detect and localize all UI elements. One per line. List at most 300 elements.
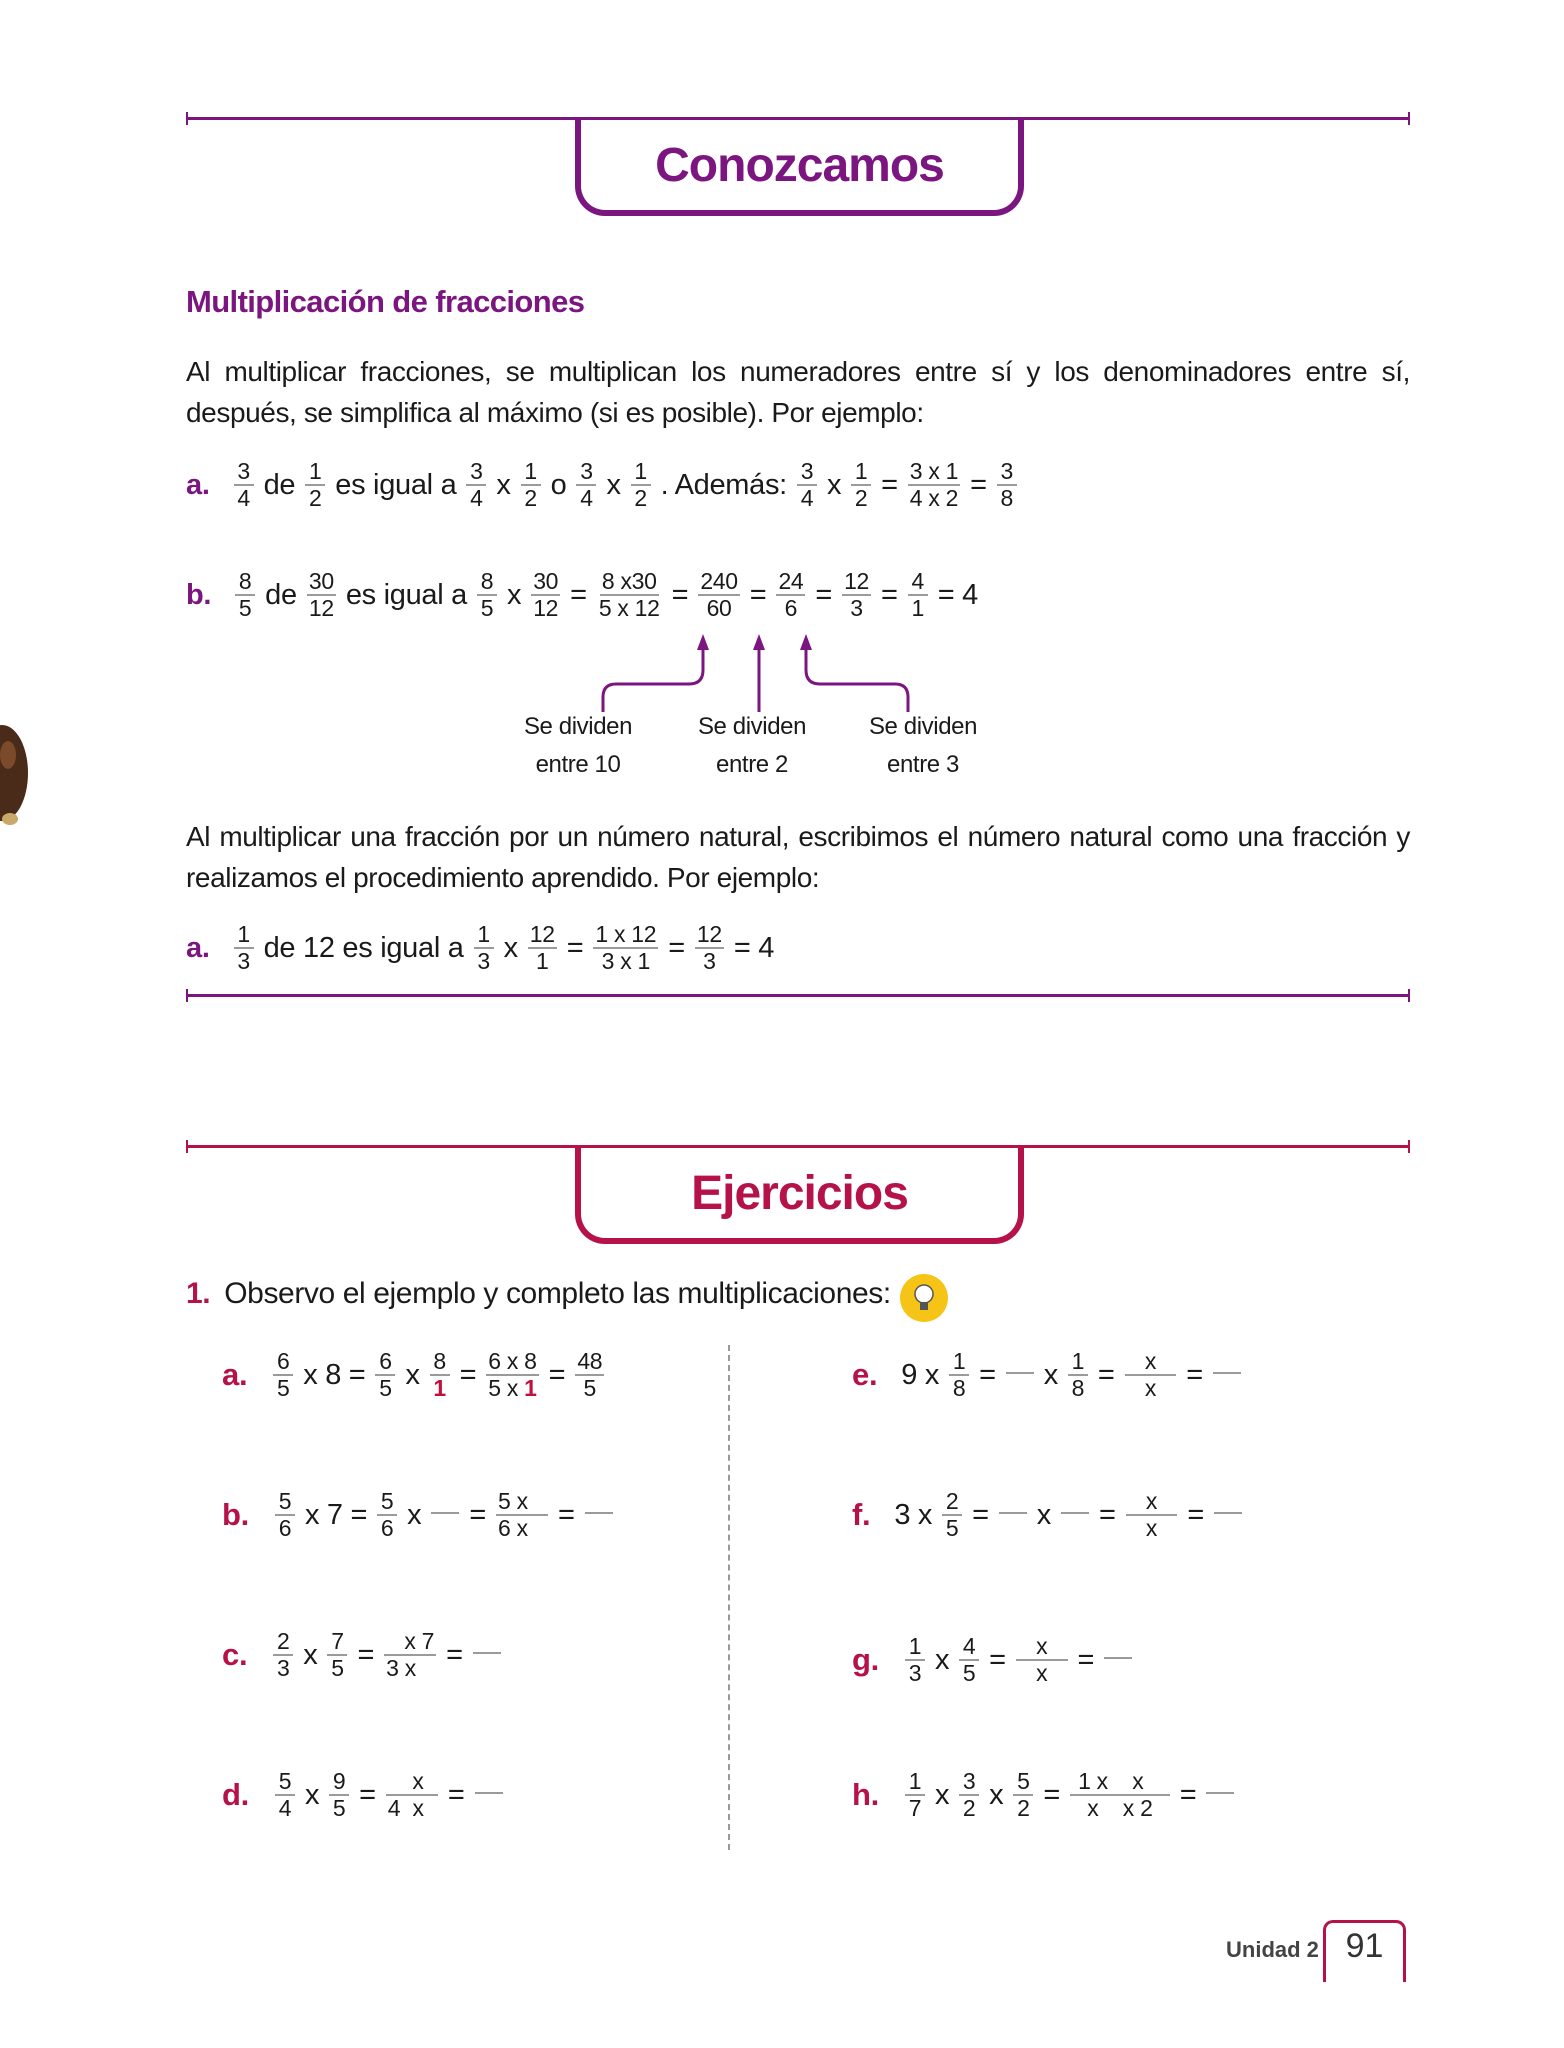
denominator-value: 1 [536,948,549,974]
note-divide-10 [503,708,653,784]
answer-blank [1214,1512,1242,1514]
denominator-value: 5 [331,1655,344,1681]
math-text: x 8 = [303,1358,366,1391]
fraction [1068,1349,1088,1401]
math-text: = [815,578,833,611]
instruction-text: Observo el ejemplo y completo las multiplicaciones: [224,1277,891,1310]
math-text: = [989,1643,1006,1676]
numerator: 8 x30 [601,568,657,594]
fraction [477,569,497,621]
math-text: = [979,1358,996,1391]
exercise-instruction [186,1277,891,1311]
denominator [597,596,662,621]
math-text: de [263,468,296,501]
denominator [479,596,496,621]
numerator: 4 [959,1634,979,1661]
math-text: = [970,468,987,501]
fraction [305,459,325,511]
fraction [1126,1489,1178,1541]
math-text: = [566,931,584,964]
numerator: 3 [576,459,596,486]
denominator [329,1656,346,1681]
math-text: de 12 es igual a [263,931,464,964]
denominator-value: 2 [634,485,647,511]
denominator-value: 5 [332,1795,346,1821]
denominator [961,1796,978,1821]
denominator [578,486,595,511]
math-text: es igual a [345,578,467,611]
fraction [466,459,486,511]
denominator [853,486,870,511]
exercise-d [222,1760,509,1830]
note-line: entre 3 [887,751,959,778]
denominator [907,1796,924,1821]
fraction [386,1769,438,1821]
denominator-value: 1 [911,595,924,621]
fraction [959,1769,979,1821]
math-text: = [1077,1643,1095,1676]
numerator: x [1017,1633,1066,1659]
item-label: a. [186,931,210,964]
denominator-value: 12 [533,595,559,621]
denominator-value: 5 [379,1375,392,1401]
math-text: x [304,1778,320,1811]
numerator: 1 [305,459,325,486]
numerator: x [1127,1488,1176,1514]
denominator-value: 2 [309,485,322,511]
item-label: c. [222,1637,248,1672]
exercise-g [852,1625,1138,1695]
denominator [475,949,492,974]
fraction [1125,1349,1177,1401]
note-divide-2 [677,708,827,784]
fraction [273,1629,293,1681]
denominator [275,1376,292,1401]
denominator-value: 3 [908,1660,922,1686]
answer-blank [1061,1512,1089,1514]
numerator: 2 [942,1489,962,1516]
numerator: x [1126,1348,1175,1374]
denominator-highlight: 1 [524,1375,537,1401]
denominator-value: 5 [583,1375,597,1401]
numerator: x [387,1768,436,1794]
denominator [783,596,800,621]
answer-blank [1104,1657,1132,1659]
math-text: = [459,1358,477,1391]
denominator [237,596,254,621]
intro-paragraph: Al multiplicar fracciones, se multiplican los numeradores entre sí y los denominadores entre sí, después, se simplifica al máximo (si es posible). Por ejemplo: [186,356,1410,428]
math-text: . Además: [660,468,787,501]
denominator-value: 3 [850,595,863,621]
fraction [496,1489,548,1541]
item-label: g. [852,1642,879,1677]
denominator [1015,1796,1032,1821]
fraction [474,922,494,974]
denominator [705,596,734,621]
denominator-value: 3 [277,1655,290,1681]
fraction [486,1349,538,1401]
math-text: = 4 [937,578,978,611]
math-text: = [558,1498,575,1531]
exercise-number: 1. [186,1277,211,1310]
fraction [908,569,928,621]
topic-heading: Multiplicación de fracciones [186,284,585,319]
answer-blank [1006,1372,1034,1374]
note-line: Se dividen [523,713,633,740]
math-text: x [405,1358,420,1391]
denominator-value: x [1036,1660,1048,1686]
numerator: 3 [797,459,817,486]
denominator [582,1376,599,1401]
fraction [384,1629,436,1681]
denominator-value: 5 [238,595,252,621]
numerator: 6 x 8 [488,1348,537,1374]
fraction [375,1349,395,1401]
numerator: 3 [466,459,486,486]
denominator [307,486,324,511]
math-text: = [570,578,587,611]
math-text: x [496,468,511,501]
denominator [468,486,485,511]
fraction [575,1349,604,1401]
numerator: 12 [696,921,722,947]
section-divider-bottom [186,994,1410,997]
natural-number-paragraph: Al multiplicar una fracción por un número natural, escribimos el número natural como una fracción y realizamos el procedimiento aprendido. Por ejemplo: [186,821,1410,893]
numerator: 5 [275,1489,295,1516]
denominator [384,1656,436,1681]
numerator: 8 [430,1349,450,1376]
arrow-divide-3 [806,644,908,712]
denominator [907,1661,924,1686]
denominator [531,596,560,621]
denominator [799,486,816,511]
denominator-value: 5 [945,1515,959,1541]
fraction [1013,1769,1033,1821]
fraction [905,1634,925,1686]
math-text: = [881,578,898,611]
math-text: = [447,1778,465,1811]
fraction [275,1769,295,1821]
denominator [1085,1796,1154,1821]
math-text: = [1098,1498,1116,1531]
denominator [848,596,865,621]
denominator-value: 4 x 2 [909,485,959,511]
math-text: = [1179,1778,1197,1811]
fraction [776,569,805,621]
numerator: 5 x [497,1488,547,1514]
denominator-value: 4 [800,485,814,511]
fraction [851,459,871,511]
math-text: x [989,1778,1004,1811]
denominator [277,1796,294,1821]
exercise-a [222,1340,610,1410]
item-label: b. [222,1497,249,1532]
arrow-head-icon [697,634,709,650]
fraction [908,459,960,511]
denominator [632,486,649,511]
math-text: 3 x [894,1498,933,1531]
numerator: 1 [905,1634,925,1661]
arrow-head-icon [753,634,765,650]
numerator: 3 [234,459,254,486]
denominator-value: 5 x [488,1375,525,1401]
math-text: = [1187,1498,1205,1531]
denominator-value: 4 [580,485,593,511]
math-text: = [359,1778,376,1811]
unit-label: Unidad 2 [1226,1937,1319,1962]
numerator: 6 [273,1349,293,1376]
denominator-value: 8 [1000,485,1014,511]
math-text: x [934,1778,950,1811]
numerator: 1 [631,459,651,486]
math-text: = [1043,1778,1060,1811]
denominator-value: 4 [470,485,483,511]
numerator: 1 [1068,1349,1088,1376]
math-text: x [503,931,518,964]
answer-blank [1213,1372,1241,1374]
fraction [698,569,739,621]
denominator [331,1796,348,1821]
math-text: x 7 = [304,1498,368,1531]
fraction [576,459,596,511]
math-text: o [550,468,567,501]
exercise-b [222,1480,619,1550]
item-label: d. [222,1777,249,1812]
fraction [1070,1769,1170,1821]
denominator [235,949,252,974]
fraction [235,569,255,621]
note-divide-3 [848,708,998,784]
fraction [695,922,724,974]
example-natural [186,913,778,983]
numerator: 3 [997,459,1017,486]
math-text: = [972,1498,989,1531]
math-text: x [1043,1358,1058,1391]
fraction [234,922,254,974]
math-text: = [548,1358,566,1391]
beaver-illustration [0,715,40,835]
fraction [593,922,658,974]
denominator-value: 3 [237,948,250,974]
numerator: 9 [329,1769,349,1796]
denominator-value: 5 [277,1375,290,1401]
exercise-c [222,1620,507,1690]
math-text: = [1186,1358,1203,1391]
denominator-value: 6 [380,1515,394,1541]
math-text: = [671,578,689,611]
denominator-value: 8 [952,1375,966,1401]
math-text: = [881,468,898,501]
denominator [909,596,926,621]
denominator-value: x [1145,1515,1158,1541]
denominator-value: 3 [703,948,716,974]
lightbulb-icon [898,1272,950,1324]
denominator [701,949,718,974]
answer-blank [585,1512,613,1514]
numerator: 48 [577,1348,603,1374]
fraction [329,1769,349,1821]
denominator-highlight: 1 [433,1375,446,1401]
arrow-divide-10 [603,644,703,712]
denominator-value: 2 [1017,1795,1030,1821]
fraction [597,569,662,621]
numerator: 1 x x [1072,1768,1168,1794]
denominator-value: 5 x 12 [598,595,660,621]
fraction [307,569,336,621]
exercise-e [852,1340,1247,1410]
math-text: x [407,1498,422,1531]
numerator: 3 x 1 [909,458,959,484]
math-text: x [606,468,621,501]
numerator: 1 [949,1349,969,1376]
example-a [186,450,1023,520]
note-line: Se dividen [697,713,807,740]
denominator-value: 6 [784,595,798,621]
denominator-value: 6 [278,1515,292,1541]
numerator: 1 [851,459,871,486]
math-text: = [1097,1358,1115,1391]
numerator: 5 [1013,1769,1033,1796]
math-text: = 4 [733,931,775,964]
denominator-value: 2 [962,1795,976,1821]
denominator-value: x [1144,1375,1157,1401]
numerator: x 7 [386,1628,435,1654]
denominator-value: 60 [706,595,732,621]
denominator-value: 6 x [497,1515,547,1541]
math-text: = [446,1638,463,1671]
numerator: 12 [529,921,555,947]
fraction [273,1349,293,1401]
math-text: x [506,578,522,611]
item-label: a. [186,468,210,501]
denominator [379,1516,396,1541]
exercise-f [852,1480,1248,1550]
denominator-value: 5 [480,595,494,621]
numerator: 30 [533,568,559,594]
note-line: Se dividen [868,713,978,740]
item-label: h. [852,1777,879,1812]
fraction [797,459,817,511]
item-label: b. [186,578,212,611]
denominator-value: 12 [308,595,334,621]
numerator: 8 [477,569,497,596]
numerator: 1 [905,1769,925,1796]
denominator [431,1376,448,1401]
numerator: 7 [327,1629,347,1656]
arrow-head-icon [800,634,812,650]
math-text: = [749,578,767,611]
denominator-value: 5 [962,1660,976,1686]
denominator-value: x x 2 [1087,1795,1153,1821]
fraction [959,1634,979,1686]
numerator: 5 [275,1769,295,1796]
denominator [600,949,652,974]
denominator [1034,1661,1049,1686]
fraction [531,569,560,621]
denominator-value: 3 x [386,1655,435,1681]
column-divider [728,1345,730,1850]
math-text: x [934,1643,950,1676]
numerator: 5 [377,1489,397,1516]
denominator [999,486,1016,511]
fraction [631,459,651,511]
denominator [951,1376,968,1401]
item-label: a. [222,1357,248,1392]
denominator [486,1376,538,1401]
fraction [234,459,254,511]
numerator: 30 [308,568,334,594]
note-line: entre 10 [535,751,621,778]
math-text: x [1036,1498,1051,1531]
example-b [186,560,982,630]
answer-blank [999,1512,1027,1514]
page-number: 91 [1323,1920,1406,1982]
numerator: 240 [700,568,738,594]
fraction [430,1349,450,1401]
answer-blank [431,1512,459,1514]
numerator: 1 x 12 [595,921,657,947]
fraction [528,922,557,974]
fraction [942,1489,962,1541]
math-text: x [303,1638,318,1671]
math-text: de [265,578,297,611]
answer-blank [475,1792,503,1794]
numerator: 8 [235,569,255,596]
answer-blank [473,1652,501,1654]
denominator [908,486,960,511]
math-text: x [826,468,842,501]
denominator [1070,1376,1087,1401]
denominator [235,486,252,511]
denominator-value: 4 [278,1795,292,1821]
denominator-value: 3 x 1 [601,948,651,974]
numerator: 2 [273,1629,293,1656]
fraction [377,1489,397,1541]
note-line: entre 2 [716,751,788,778]
fraction [521,459,541,511]
math-text: = [668,931,685,964]
denominator-value: 4 x [387,1795,436,1821]
numerator: 4 [908,569,928,596]
fraction [327,1629,347,1681]
math-text: es igual a [335,468,457,501]
fraction [275,1489,295,1541]
denominator-value: 7 [908,1795,922,1821]
denominator [496,1516,548,1541]
item-label: e. [852,1357,878,1392]
exercise-h [852,1760,1240,1830]
denominator [522,486,539,511]
fraction [1016,1634,1068,1686]
numerator: 3 [959,1769,979,1796]
math-text: 9 x [901,1358,940,1391]
fraction [949,1349,969,1401]
fraction [842,569,871,621]
numerator: 1 [474,922,494,949]
numerator: 1 [234,922,254,949]
denominator [377,1376,394,1401]
math-text: = [357,1638,375,1671]
numerator: 1 [521,459,541,486]
item-label: f. [852,1497,871,1532]
answer-blank [1206,1792,1234,1794]
fraction [997,459,1017,511]
denominator [1144,1516,1159,1541]
section-title-conozcamos: Conozcamos [575,120,1024,216]
denominator [534,949,551,974]
denominator [944,1516,961,1541]
denominator-value: 4 [237,485,250,511]
